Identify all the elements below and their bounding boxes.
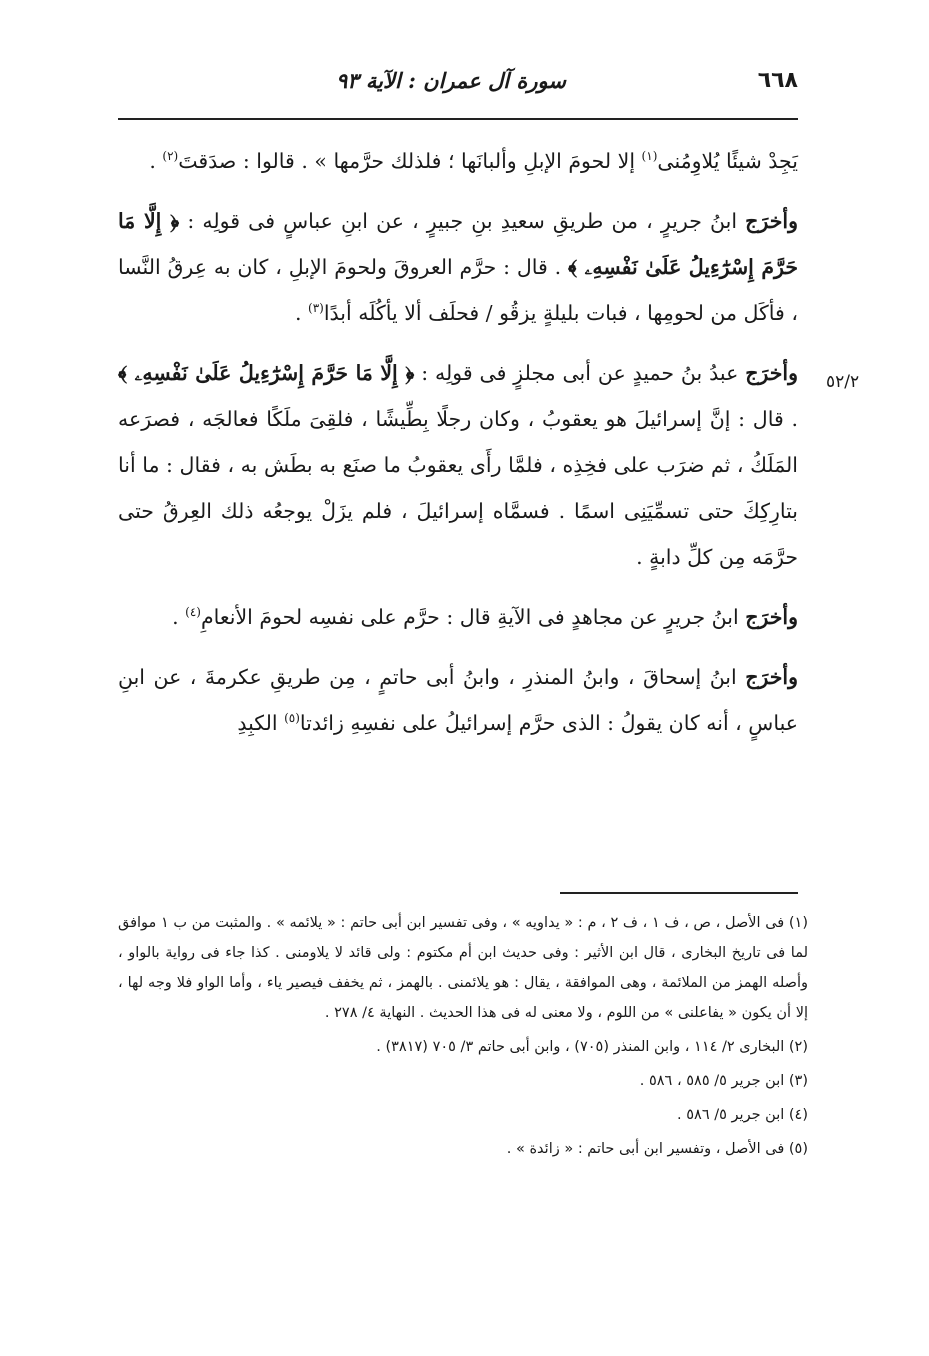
footnote-5: (٥) فى الأصل ، وتفسير ابن أبى حاتم : « زائدة » . [506, 1141, 808, 1157]
footnote-ref-3[interactable]: (٣) [308, 301, 324, 316]
paragraph-text: إلا لحومَ الإبلِ وألبانَها ؛ فلذلك حرَّمها » . قالوا : صدَقتَ [178, 149, 642, 173]
paragraph-text: . قال : حرَّم العروقَ ولحومَ الإبلِ ، كان به عِرقُ النَّسا ، فأكَل من لحومِها ، فبات بليلةٍ يزقُو / فحلَف ألا يأكُلَه أبدًا [118, 255, 798, 325]
paragraph-text: عبدُ بنُ حميدٍ عن أبى مجلزٍ فى قولِه : [414, 361, 746, 385]
paragraph-text: . [294, 301, 308, 325]
lead-word: وأخرَج [745, 605, 798, 629]
paragraph-text: يَجِدْ شيئًا يُلاوِمُنى [657, 149, 798, 173]
paragraph-text: . [149, 149, 163, 173]
quran-verse: ﴿ إِلَّا مَا حَرَّمَ إِسْرَٰٓءِيلُ عَلَىٰ نَفْسِهِۦ ﴾ [118, 209, 798, 279]
paragraph-text: . [172, 605, 186, 629]
paragraph-1 [118, 138, 798, 184]
paragraph-text: ابنُ جريرٍ ، من طريقِ سعيدِ بنِ جبيرٍ ، عن ابنِ عباسٍ فى قولِه : [179, 209, 746, 233]
main-text [118, 138, 798, 760]
footnote-ref-4[interactable]: (٤) [185, 605, 201, 620]
quran-verse: ﴿ إِلَّا مَا حَرَّمَ إِسْرَٰٓءِيلُ عَلَىٰ نَفْسِهِۦ ﴾ [118, 361, 415, 385]
footnotes [118, 908, 808, 1168]
footnote-3: (٣) ابن جرير ٥/ ٥٨٥ ، ٥٨٦ . [639, 1073, 808, 1089]
paragraph-text: . قال : إنَّ إسرائيلَ هو يعقوبُ ، وكان رجلًا بِطِّيشًا ، فلقِىَ ملَكًا فعالجَه ، فصرَعه المَلَكُ ، ثم ضرَب على فخِذِه ، فلمَّا رأَى يعقوبُ ما صنَع به بطَش به ، فقال : ما أنا بتارِكِكَ حتى تسمِّيَنِى اسمًا . فسمَّاه إسرائيلَ ، فلم يزَلْ يوجعُه ذلك العِرقُ حتى حرَّمَه مِن كلِّ دابةٍ . [118, 407, 798, 569]
paragraph-text: ابنُ إسحاقَ ، وابنُ المنذرِ ، وابنُ أبى حاتمٍ ، مِن طريقِ عكرمةَ ، عن ابنِ عباسٍ ، أنه كان يقولُ : الذى حرَّم إسرائيلُ على نفسِهِ زائدتا [118, 665, 798, 735]
paragraph-3 [118, 350, 798, 580]
margin-volume-reference: ٥٢/٢ [826, 372, 860, 392]
lead-word: وأخرَج [745, 665, 798, 689]
paragraph-5 [118, 654, 798, 746]
footnote-ref-5[interactable]: (٥) [284, 711, 300, 726]
header-divider [118, 118, 798, 120]
paragraph-2 [118, 198, 798, 336]
footnote-1: (١) فى الأصل ، ص ، ف ١ ، ف ٢ ، م : « يداويه » ، وفى تفسير ابن أبى حاتم : « يلائمه » . والمثبت من ب ١ موافق لما فى تاريخ البخارى ، قال ابن الأثير : وفى حديث ابن أم مكتوم : ولى قائد لا يلاومنى . كذا جاء فى رواية بالواو ، وأصله الهمز من الملائمة ، وهى الموافقة ، يقال : هو يلائمنى . بالهمز ، ثم يخفف فيصير ياء ، وأما الواو فلا وجه لها ، إلا أن يكون « يفاعلنى » من اللوم ، ولا معنى له فى هذا الحديث . النهاية ٤/ ٢٧٨ . [118, 915, 808, 1021]
lead-word: وأخرَج [745, 361, 798, 385]
paragraph-text: ابنُ جريرٍ عن مجاهدٍ فى الآيةِ قال : حرَّم على نفسِه لحومَ الأنعامِ [200, 605, 746, 629]
footnote-2: (٢) البخارى ٢/ ١١٤ ، وابن المنذر (٧٠٥) ، وابن أبى حاتم ٣/ ٧٠٥ (٣٨١٧) . [376, 1039, 808, 1055]
footnote-ref-1[interactable]: (١) [641, 149, 658, 164]
page-header [118, 66, 798, 106]
footnote-ref-2[interactable]: (٢) [162, 149, 179, 164]
page-number: ٦٦٨ [757, 68, 798, 93]
footnote-4: (٤) ابن جرير ٥/ ٥٨٦ . [677, 1107, 808, 1123]
surah-title: سورة آل عمران : الآية ٩٣ [336, 68, 566, 93]
lead-word: وأخرَج [745, 209, 798, 233]
paragraph-text: الكبِدِ [237, 711, 285, 735]
footnote-divider [560, 892, 798, 894]
paragraph-4 [118, 594, 798, 640]
